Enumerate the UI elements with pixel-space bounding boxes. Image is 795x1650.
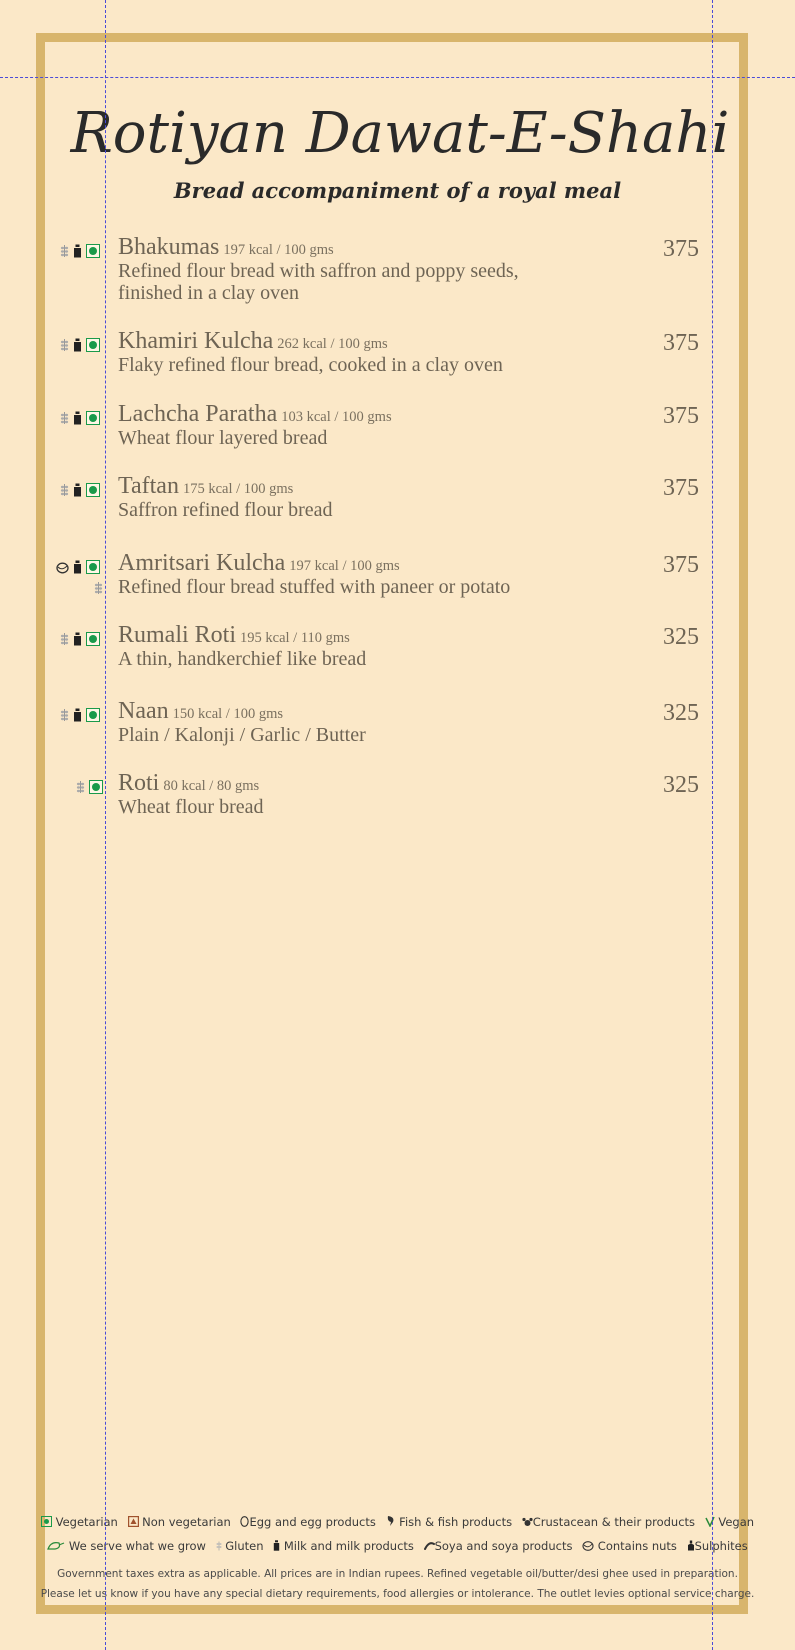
item-kcal: 197 kcal / 100 gms	[223, 242, 334, 258]
legend-vegetarian	[41, 1515, 118, 1529]
item-price: 325	[663, 700, 699, 726]
legend-gluten	[216, 1539, 264, 1553]
menu-item-bhakumas	[118, 234, 708, 305]
item-kcal: 103 kcal / 100 gms	[281, 409, 392, 425]
item-description: Flaky refined flour bread, cooked in a clay oven	[118, 354, 503, 376]
item-price: 375	[663, 403, 699, 429]
gluten-icon	[76, 780, 85, 794]
item-price: 325	[663, 772, 699, 798]
menu-item-amritsari-kulcha	[118, 550, 708, 599]
menu-subtitle: Bread accompaniment of a royal meal	[173, 178, 622, 203]
item-description: Refined flour bread stuffed with paneer or potato	[118, 576, 511, 598]
legend-label: Vegetarian	[55, 1515, 118, 1529]
vegetarian-icon	[86, 244, 100, 258]
vegetarian-icon	[86, 708, 100, 722]
grow-leaf-icon	[47, 1540, 65, 1551]
menu-item-lachcha-paratha	[118, 401, 708, 450]
dietary-legend-row-1	[0, 1515, 795, 1529]
footer-dietary-note: Please let us know if you have any special dietary requirements, food allergies or intolerance. The outlet levies optional service charge.	[40, 1588, 755, 1600]
gluten-icon	[60, 338, 69, 352]
menu-item-roti	[118, 770, 708, 819]
menu-title-text: Rotiyan Dawat-E-Shahi	[70, 101, 730, 166]
dietary-legend-row-2	[0, 1539, 795, 1553]
item-name: Lachcha Paratha	[118, 401, 278, 427]
item-7-dietary-icons	[60, 706, 100, 724]
legend-label: Non vegetarian	[142, 1515, 231, 1529]
item-description: Saffron refined flour bread	[118, 499, 333, 521]
item-price: 375	[663, 236, 699, 262]
item-name: Amritsari Kulcha	[118, 550, 286, 576]
legend-label: Crustacean & their products	[532, 1515, 696, 1529]
item-name: Roti	[118, 770, 160, 796]
legend-label: Soya and soya products	[434, 1539, 573, 1553]
gluten-icon	[94, 581, 103, 595]
menu-title	[50, 92, 750, 192]
legend-label: Vegan	[718, 1515, 755, 1529]
item-kcal: 175 kcal / 100 gms	[182, 481, 294, 497]
milk-icon	[73, 338, 82, 352]
item-price: 325	[663, 624, 699, 650]
menu-item-naan	[118, 698, 708, 747]
legend-fish	[386, 1515, 513, 1529]
vegetarian-icon	[86, 411, 100, 425]
legend-label: Egg and egg products	[249, 1515, 376, 1529]
item-description: Refined flour bread with saffron and poppy seeds,	[118, 260, 519, 282]
guide-line-right	[712, 0, 713, 1650]
item-description: Plain / Kalonji / Garlic / Butter	[118, 724, 366, 746]
item-8-dietary-icons	[76, 778, 103, 796]
item-6-dietary-icons	[60, 630, 100, 648]
milk-icon	[73, 632, 82, 646]
fish-icon	[386, 1515, 396, 1527]
crustacean-icon	[522, 1517, 533, 1527]
legend-grow	[47, 1539, 206, 1553]
legend-label: Sulphites	[694, 1539, 748, 1553]
guide-line-left	[105, 0, 106, 1650]
item-price: 375	[663, 552, 699, 578]
legend-crustacean	[522, 1515, 695, 1529]
item-price: 375	[663, 475, 699, 501]
item-kcal: 80 kcal / 80 gms	[163, 778, 260, 794]
item-kcal: 197 kcal / 100 gms	[289, 558, 400, 574]
menu-item-rumali-roti	[118, 622, 708, 671]
vegetarian-icon	[86, 560, 100, 574]
item-description-line-2: finished in a clay oven	[118, 282, 300, 304]
nuts-icon	[582, 1540, 594, 1551]
item-2-dietary-icons	[60, 336, 100, 354]
legend-label: Milk and milk products	[283, 1539, 414, 1553]
menu-item-taftan	[118, 473, 708, 522]
vegetarian-icon	[86, 338, 100, 352]
legend-non-vegetarian	[128, 1515, 231, 1529]
gluten-icon	[216, 1541, 222, 1551]
item-name: Naan	[118, 698, 169, 724]
milk-icon	[73, 483, 82, 497]
legend-label: Fish & fish products	[399, 1515, 513, 1529]
milk-icon	[73, 560, 82, 574]
vegetarian-icon	[86, 632, 100, 646]
item-name: Rumali Roti	[118, 622, 237, 648]
soya-icon	[424, 1542, 435, 1551]
item-1-dietary-icons	[60, 242, 100, 260]
vegan-icon	[705, 1516, 715, 1527]
vegetarian-icon	[89, 780, 103, 794]
milk-icon	[73, 411, 82, 425]
gluten-icon	[60, 244, 69, 258]
item-name: Bhakumas	[118, 234, 220, 260]
legend-label: We serve what we grow	[68, 1539, 206, 1553]
milk-icon	[73, 708, 82, 722]
gluten-icon	[60, 708, 69, 722]
gluten-icon	[60, 632, 69, 646]
item-price: 375	[663, 330, 699, 356]
guide-line-top	[0, 77, 795, 78]
legend-label: Contains nuts	[597, 1539, 677, 1553]
item-3-dietary-icons	[60, 409, 100, 427]
item-kcal: 150 kcal / 100 gms	[172, 706, 283, 722]
item-name: Khamiri Kulcha	[118, 328, 274, 354]
footer-taxes-note: Government taxes extra as applicable. All prices are in Indian rupees. Refined vegetable oil/butter/desi ghee used in preparation.	[57, 1568, 738, 1580]
item-description: Wheat flour bread	[118, 796, 264, 818]
non-vegetarian-icon	[128, 1516, 139, 1527]
legend-nuts	[582, 1539, 677, 1553]
item-description: Wheat flour layered bread	[118, 427, 328, 449]
menu-item-khamiri-kulcha	[118, 328, 708, 377]
milk-icon	[273, 1540, 280, 1551]
legend-milk	[273, 1539, 414, 1553]
vegetarian-icon	[41, 1516, 52, 1527]
sulphites-icon	[687, 1540, 695, 1551]
item-description: A thin, handkerchief like bread	[118, 648, 367, 670]
legend-egg	[240, 1515, 375, 1529]
legend-label: Gluten	[225, 1539, 264, 1553]
gluten-icon	[60, 411, 69, 425]
vegetarian-icon	[86, 483, 100, 497]
item-4-dietary-icons	[60, 481, 100, 499]
item-5-dietary-icons	[56, 558, 100, 576]
item-name: Taftan	[118, 473, 179, 499]
gluten-icon	[60, 483, 69, 497]
item-kcal: 195 kcal / 110 gms	[240, 630, 350, 646]
milk-icon	[73, 244, 82, 258]
legend-sulphites	[687, 1539, 748, 1553]
item-kcal: 262 kcal / 100 gms	[277, 336, 388, 352]
legend-soya	[424, 1539, 573, 1553]
nuts-icon	[56, 561, 69, 574]
